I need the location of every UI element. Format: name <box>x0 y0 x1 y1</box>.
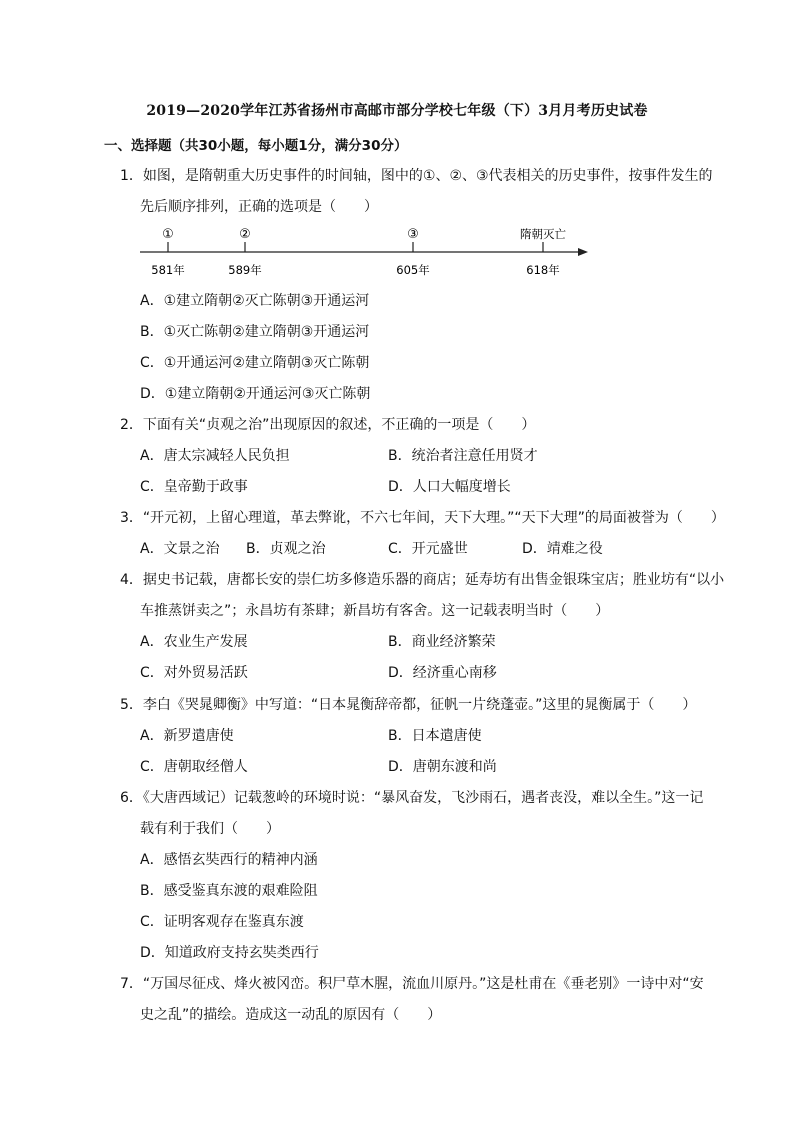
timeline-arrow <box>578 248 588 256</box>
question-3-option-b: B．贞观之治 <box>246 541 326 557</box>
question-1-line-2: 先后顺序排列，正确的选项是（ ） <box>140 199 378 215</box>
question-4-option-a: A．农业生产发展 <box>140 634 248 650</box>
question-2-option-a: A．唐太宗减轻人民负担 <box>140 448 290 464</box>
question-6-line-2: 载有利于我们（ ） <box>140 821 280 837</box>
question-6-option-d: D．知道政府支持玄奘类西行 <box>140 945 319 961</box>
question-3-option-a: A．文景之治 <box>140 541 220 557</box>
question-5-line-1: 5．李白《哭晁卿衡》中写道：“日本晁衡辞帝都，征帆一片绕蓬壶。”这里的晁衡属于（ ） <box>120 697 697 713</box>
question-4-option-b: B．商业经济繁荣 <box>388 634 496 650</box>
question-1-option-d: D．①建立隋朝②开通运河③灭亡陈朝 <box>140 386 371 402</box>
question-5-option-c: C．唐朝取经僧人 <box>140 759 248 775</box>
question-2-option-b: B．统治者注意任用贤才 <box>388 448 538 464</box>
question-6-option-c: C．证明客观存在鉴真东渡 <box>140 914 304 930</box>
timeline-year-2: 589年 <box>228 263 262 277</box>
question-7-line-1: 7．“万国尽征戍、烽火被冈峦。积尸草木腥，流血川原丹。”这是杜甫在《垂老别》一诗中对“安 <box>120 976 704 992</box>
question-6-option-a: A．感悟玄奘西行的精神内涵 <box>140 852 318 868</box>
question-2-option-c: C．皇帝勤于政事 <box>140 479 248 495</box>
question-2-line-1: 2．下面有关“贞观之治”出现原因的叙述，不正确的一项是（ ） <box>120 417 536 433</box>
timeline-marker-1: ① <box>162 227 174 242</box>
question-7-line-2: 史之乱”的描绘。造成这一动乱的原因有（ ） <box>140 1007 442 1023</box>
section-heading: 一、选择题（共30小题，每小题1分，满分30分） <box>104 138 408 154</box>
timeline-year-3: 605年 <box>396 263 430 277</box>
timeline-marker-2: ② <box>239 227 251 242</box>
question-5-option-d: D．唐朝东渡和尚 <box>388 759 497 775</box>
question-4-option-d: D．经济重心南移 <box>388 665 497 681</box>
timeline-figure <box>140 222 590 280</box>
question-1-line-1: 1．如图，是隋朝重大历史事件的时间轴，图中的①、②、③代表相关的历史事件，按事件发生的 <box>120 168 713 184</box>
question-4-option-c: C．对外贸易活跃 <box>140 665 248 681</box>
question-4-line-1: 4．据史书记载，唐都长安的崇仁坊多修造乐器的商店；延寿坊有出售金银珠宝店；胜业坊有“以小 <box>120 572 725 588</box>
question-6-line-1: 6．《大唐西域记）记载葱岭的环境时说：“暴风奋发，飞沙雨石，遇者丧没，难以全生。”这一记 <box>120 790 704 806</box>
timeline-marker-3: ③ <box>407 227 419 242</box>
timeline-year-1: 581年 <box>151 263 185 277</box>
question-5-option-a: A．新罗遣唐使 <box>140 728 234 744</box>
timeline-marker-4: 隋朝灭亡 <box>520 227 566 241</box>
question-1-option-c: C．①开通运河②建立隋朝③灭亡陈朝 <box>140 355 370 371</box>
question-1-option-a: A．①建立隋朝②灭亡陈朝③开通运河 <box>140 293 370 309</box>
question-4-line-2: 车推蒸饼卖之”；永昌坊有茶肆；新昌坊有客舍。这一记载表明当时（ ） <box>140 603 610 619</box>
timeline-svg <box>140 222 590 280</box>
timeline-year-4: 618年 <box>526 263 560 277</box>
question-5-option-b: B．日本遣唐使 <box>388 728 482 744</box>
question-3-line-1: 3．“开元初，上留心理道，革去弊讹，不六七年间，天下大理。”“天下大理”的局面被誉为（ ） <box>120 510 725 526</box>
question-2-option-d: D．人口大幅度增长 <box>388 479 511 495</box>
exam-title: 2019—2020学年江苏省扬州市高邮市部分学校七年级（下）3月月考历史试卷 <box>146 103 648 119</box>
question-1-option-b: B．①灭亡陈朝②建立隋朝③开通运河 <box>140 324 370 340</box>
question-3-option-c: C．开元盛世 <box>388 541 468 557</box>
question-6-option-b: B．感受鉴真东渡的艰难险阻 <box>140 883 318 899</box>
question-3-option-d: D．靖难之役 <box>522 541 603 557</box>
